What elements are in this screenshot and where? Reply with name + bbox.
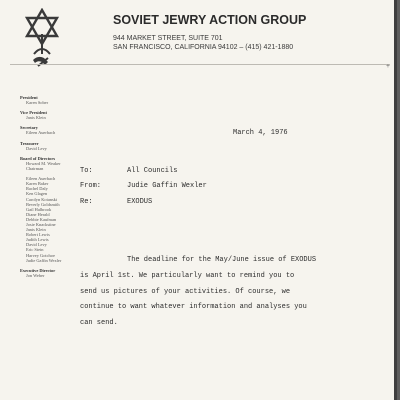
sidebar-name: Howard M. Weaker (26, 160, 61, 166)
re-label: Re: (80, 198, 93, 206)
sidebar-name: David Levy (26, 242, 47, 248)
sidebar-name: Janis Klein (26, 115, 46, 121)
sidebar-name: Karen Sober (26, 100, 49, 106)
sidebar-name: Harvey Gotchoe (26, 252, 55, 258)
sidebar-name: Karen Baker (26, 181, 49, 187)
sidebar-name: Beverly Goldsmith (26, 201, 60, 207)
sidebar-role: Treasurer (20, 140, 39, 146)
sidebar-name: Jon Weber (26, 272, 45, 278)
to-label: To: (80, 167, 93, 175)
org-name: SOVIET JEWRY ACTION GROUP (113, 13, 307, 27)
sidebar-role: Vice President (20, 110, 47, 116)
sidebar-name: Ken Glagen (26, 191, 48, 197)
sidebar-role: Board of Directors (20, 155, 56, 161)
sidebar-name: Carolyn Kotanski (26, 196, 58, 202)
sidebar-name: Janis Klein (26, 227, 46, 233)
sidebar-name: David Levy (26, 145, 47, 151)
from-label: From: (80, 182, 102, 190)
sidebar-name: Debbie Kaufman (26, 216, 57, 222)
address-line-2: SAN FRANCISCO, CALIFORNIA 94102 – (415) 421-1880 (113, 44, 294, 51)
sidebar-role: President (20, 95, 38, 100)
sidebar-role: Secretary (20, 125, 38, 131)
address-line-1: 944 MARKET STREET, SUITE 701 (113, 35, 223, 42)
sidebar-role: Executive Director (20, 267, 56, 273)
re-value: EXODUS (127, 198, 153, 206)
sidebar-name: Diane Herald (26, 211, 50, 217)
sidebar-name: Robert Lewis (26, 232, 50, 238)
body-line-5: can send. (80, 319, 118, 327)
to-value: All Councils (127, 167, 178, 175)
sidebar-name: Eric Stein (26, 247, 44, 253)
sidebar-name: Judith Lewis (26, 237, 49, 243)
letterhead-rule (10, 64, 390, 65)
sidebar-name: Eileen Auerbach (26, 176, 56, 182)
rule-tick-mark: + (386, 62, 390, 70)
page-edge-shadow (394, 0, 397, 400)
body-line-2: is April 1st. We particularly want to remind you to (80, 272, 295, 280)
sidebar-name: Eileen Auerbach (26, 130, 56, 136)
from-value: Judie Gaffin Wexler (127, 182, 207, 190)
body-line-3: send us pictures of your activities. Of course, we (80, 288, 291, 296)
sidebar-name: Josie Knackstine (26, 221, 56, 227)
sidebar-name: Gail Halbrook (26, 206, 52, 212)
sidebar-name: Rachel Daly (26, 186, 48, 192)
body-line-4: continue to want whatever information and analyses you (80, 303, 307, 311)
sidebar-name: Judie Gaffin Wexler (26, 257, 62, 263)
memo-date: March 4, 1976 (233, 129, 288, 137)
sidebar-name: Chairman (26, 165, 44, 171)
body-line-1: The deadline for the May/June issue of EXODUS (127, 256, 317, 264)
